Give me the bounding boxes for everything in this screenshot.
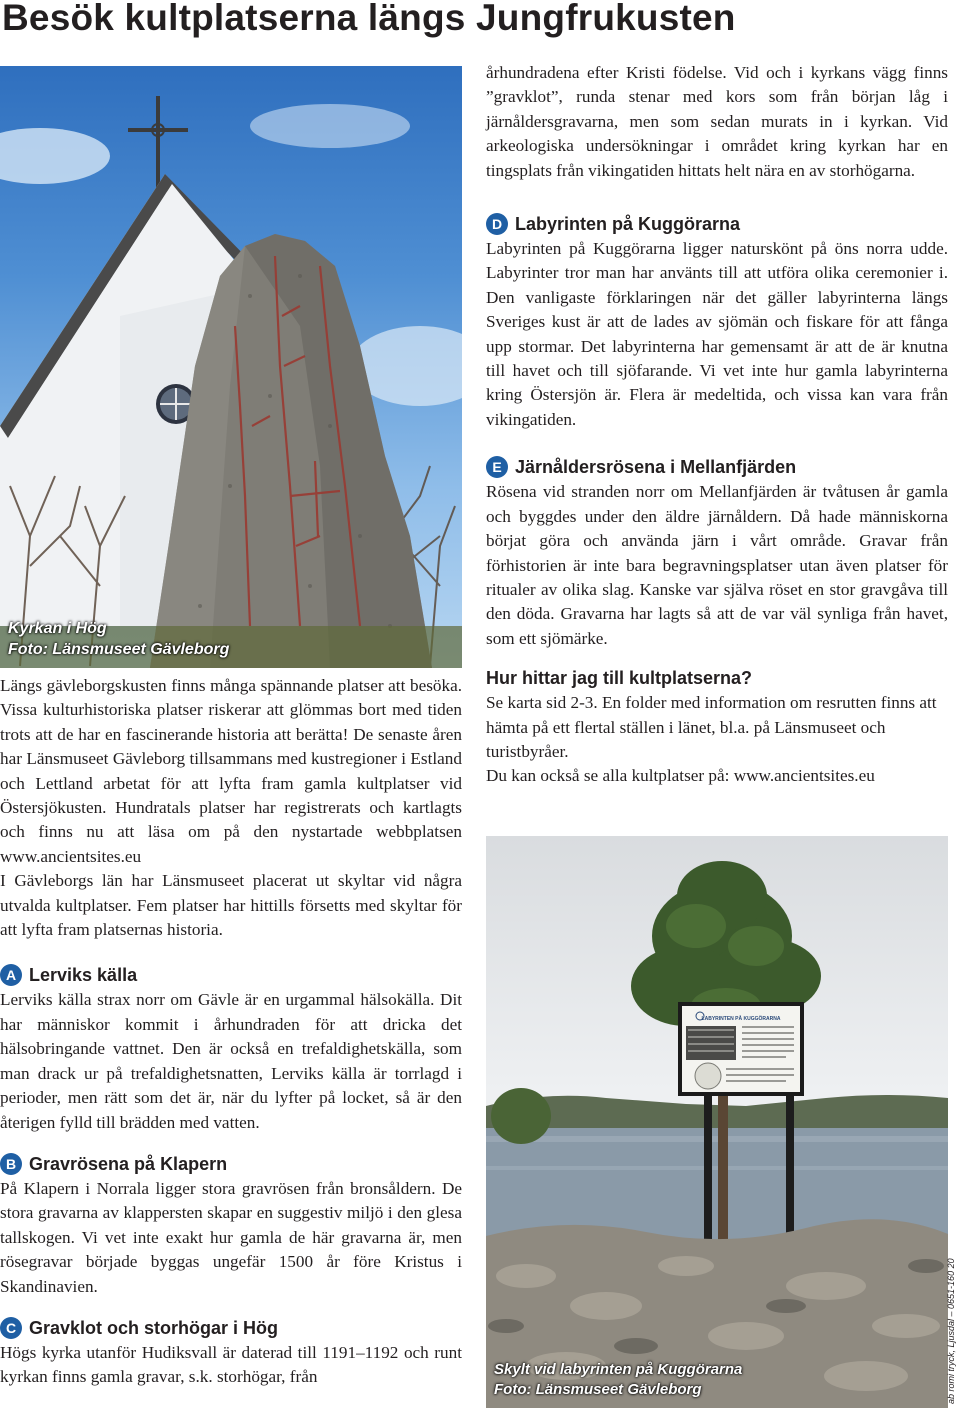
intro-paragraph-2: I Gävleborgs län har Länsmuseet placerat ut skyltar vid några utvalda kultplatser. Fem platser har hittills försetts med skyltar för att lyfta fram platsernas historia. <box>0 871 462 940</box>
intro-paragraph-1: Längs gävleborgskusten finns många spännande platser att besöka. Vissa kulturhistoriska platser riskerar att glömmas bort med tiden trots att de har en fascinerande historia att berätta! De senaste åren har Länsmuseet Gävleborg tillsammans med kustregioner i Estland och Lettland arbetat för att lyfta fram gamla kultplatser vid Östersjökusten. Hundratals platser har registrerats och kartlagts och finns nu att läsa om på den nystartade webbplatsen www.ancientsites.eu <box>0 676 462 866</box>
section-d <box>486 211 948 432</box>
section-b <box>0 1151 462 1299</box>
section-a-letter: A <box>0 964 22 986</box>
section-d-heading <box>486 211 948 237</box>
section-b-text: På Klapern i Norrala ligger stora gravrösen från bronsåldern. De stora gravarna av klappersten skapar en suggestiv miljö i den glesa tallskogen. Vi vet inte exakt hur gamla de här gravarna är, men rösegravar började byggas ungefär 1500 år före Kristus i Skandinavien. <box>0 1178 462 1296</box>
section-e-heading <box>486 454 948 480</box>
right-column <box>486 61 948 789</box>
labyrinth-sign-photo <box>486 836 948 1408</box>
section-d-text: Labyrinten på Kuggörarna ligger naturskönt på öns norra udde. Labyrinter tror man har använts till att utföra olika ceremonier i. Den vanligaste förklaringen när det gäller labyrinterna längs Sveriges kust är att de lades av sjömän och fiskare för att fånga upp stormar. Det labyrinterna har gemensamt är att de är knutna till havet och till sjöfarande. Vi vet inte hur gamla labyrinterna kring Östersjön är. Flera är medeltida, och vissa kan vara från vikingatiden. <box>486 239 948 429</box>
photo2-caption-credit: Foto: Länsmuseet Gävleborg <box>494 1381 702 1398</box>
howto-heading: Hur hittar jag till kultplatserna? <box>486 668 753 689</box>
section-a-text: Lerviks källa strax norr om Gävle är en urgammal hälsokälla. Dit har människor kommit i århundraden för att dricka det hälsobringande vattnet. Den är också en trefaldighetskälla, som man drack ur på trefaldighetsnatten, Lerviks källa är torrlagd i perioder, men rätt som det är, när du lyfter på locket, så är den återigen fylld till brädden med vatten. <box>0 990 462 1132</box>
section-c <box>0 1315 462 1390</box>
section-d-title: Labyrinten på Kuggörarna <box>515 214 741 235</box>
howto-web: Du kan också se alla kultplatser på: www.ancientsites.eu <box>486 766 875 786</box>
photo1-caption-title: Kyrkan i Hög <box>8 620 107 637</box>
page-title: Besök kultplatserna längs Jungfrukusten <box>2 0 736 38</box>
section-c-heading <box>0 1315 462 1341</box>
section-c-continuation: århundradena efter Kristi födelse. Vid och i kyrkans vägg finns ”gravklot”, runda stenar med kors som från början låg i järnåldersgravarna, men som sedan murats in i kyrkan. Vid arkeologiska undersökningar i området kring kyrkan har en tingsplats från vikingatiden hittats helt nära en av storhögarna. <box>486 63 948 180</box>
print-mark: ab romi tryck, Ljusdal – 0651-160 20 <box>946 1258 956 1404</box>
section-e <box>486 454 948 651</box>
section-b-heading <box>0 1151 462 1177</box>
section-c-title: Gravklot och storhögar i Hög <box>29 1317 279 1338</box>
photo1-caption-credit: Foto: Länsmuseet Gävleborg <box>8 641 230 658</box>
section-e-title: Järnåldersrösena i Mellanfjärden <box>515 457 797 478</box>
howto-text: Se karta sid 2-3. En folder med information om resrutten finns att hämta på ett flertal ställen i länet, bl.a. på Länsmuseet och turistbyråer. <box>486 693 937 761</box>
section-c-text: Högs kyrka utanför Hudiksvall är daterad till 1191–1192 och runt kyrkan finns gamla gravar, s.k. storhögar, från <box>0 1342 462 1387</box>
sign-board-title: LABYRINTEN PÅ KUGGÖRARNA <box>701 1016 781 1022</box>
section-b-title: Gravrösena på Klapern <box>29 1153 228 1174</box>
section-a <box>0 962 462 1134</box>
left-column <box>0 674 462 1390</box>
section-b-letter: B <box>0 1153 22 1175</box>
photo2-caption-title: Skylt vid labyrinten på Kuggörarna <box>494 1361 743 1378</box>
photo1-caption <box>8 618 229 660</box>
section-e-text: Rösena vid stranden norr om Mellanfjärden är tvåtusen år gamla och byggdes under den äldre järnåldern. Då hade människorna börjat göra och använda järn i vårt område. Gravar från förhistorien är inte bara begravningsplatser utan även platser för ritualer av olika slag. Kanske var själva röset en stor gravgåva till den döda. Gravarna har lagts så att de var väl synliga från havet, som ett sjömärke. <box>486 482 948 648</box>
section-a-heading <box>0 962 462 988</box>
church-runestone-photo <box>0 66 462 668</box>
photo2-caption <box>494 1360 742 1400</box>
section-e-letter: E <box>486 456 508 478</box>
section-a-title: Lerviks källa <box>29 965 138 986</box>
section-c-letter: C <box>0 1317 22 1339</box>
section-d-letter: D <box>486 213 508 235</box>
